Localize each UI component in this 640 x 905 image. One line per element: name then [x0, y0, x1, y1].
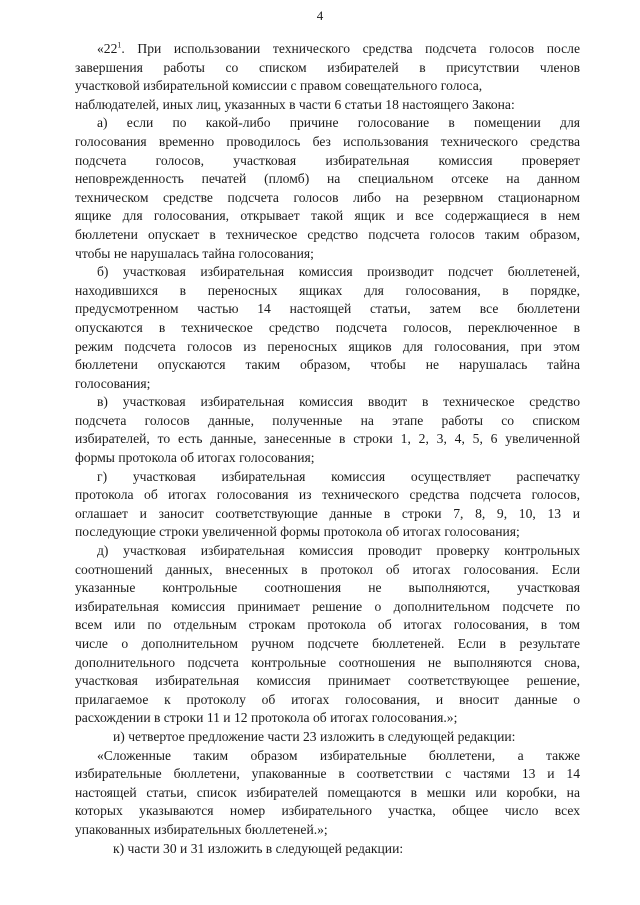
- line-text: упакованных избирательных бюллетеней.»;: [75, 821, 328, 837]
- line-text: настоящей статьи, список избирателей помещаются в мешки или коробки, на: [75, 784, 580, 800]
- text-line: [75, 542, 580, 561]
- text-line: [75, 282, 580, 301]
- text-line: [75, 226, 580, 245]
- line-text: и) четвертое предложение части 23 изложить в следующей редакции:: [113, 728, 516, 744]
- line-text: «Сложенные таким образом избирательные бюллетени, а также: [97, 747, 580, 763]
- text-line: [75, 170, 580, 189]
- text-line: [75, 412, 580, 431]
- line-text-rest: . При использовании технического средства подсчета голосов после: [121, 41, 580, 56]
- line-text: бюллетени опускаются таким образом, чтобы не нарушалась тайна: [75, 357, 580, 373]
- text-line: [75, 709, 580, 728]
- text-line: [75, 468, 580, 487]
- line-text: соотношений данных, внесенных в протокол об итогах голосования. Если: [75, 561, 580, 577]
- text-line: [75, 263, 580, 282]
- text-line: [75, 152, 580, 171]
- text-line: [75, 523, 580, 542]
- line-text: находившихся в переносных ящиках для голосования, в порядке,: [75, 282, 580, 298]
- line-text: б) участковая избирательная комиссия производит подсчет бюллетеней,: [97, 264, 580, 280]
- text-line: [75, 486, 580, 505]
- line-text: голосования;: [75, 375, 151, 391]
- document-body: [75, 40, 580, 858]
- line-text: в) участковая избирательная комиссия вводит в техническое средство: [97, 394, 580, 410]
- text-line: [75, 133, 580, 152]
- line-text: прилагаемое к протоколу об итогах голосования, и вносит данные о: [75, 691, 580, 707]
- line-text: подсчета голосов данные, полученные на этапе работы со списком: [75, 412, 580, 428]
- text-line: [75, 430, 580, 449]
- text-line: [75, 338, 580, 357]
- text-line: [75, 765, 580, 784]
- text-line: [75, 784, 580, 803]
- line-text: наблюдателей, иных лиц, указанных в части 6 статьи 18 настоящего Закона:: [75, 96, 515, 112]
- text-line: [75, 505, 580, 524]
- line-text: числе о дополнительном ручном подсчете бюллетеней. Если в результате: [75, 636, 580, 651]
- line-text: участковая избирательная комиссия принимает соответствующее решение,: [75, 673, 580, 689]
- line-text: избирательные бюллетени, упакованные в соответствии с частями 13 и 14: [75, 766, 580, 782]
- line-text: неповрежденность печатей (пломб) на специальном отсеке на данном: [75, 171, 580, 187]
- text-line: [75, 672, 580, 691]
- line-text: избирателей, то есть данные, занесенные в строки 1, 2, 3, 4, 5, 6 увеличенной: [75, 431, 580, 447]
- line-text: г) участковая избирательная комиссия осуществляет распечатку: [97, 468, 580, 484]
- line-text: опускаются в техническое средство подсчета голосов, переключенное в: [75, 319, 580, 335]
- text-line: [75, 114, 580, 133]
- text-line: [75, 96, 580, 115]
- line-text: оглашает и заносит соответствующие данные в строки 7, 8, 9, 10, 13 и: [75, 505, 580, 521]
- text-line: [75, 635, 580, 654]
- line-text: расхождении в строки 11 и 12 протокола об итогах голосования.»;: [75, 710, 458, 726]
- line-text: указанные контрольные соотношения не выполняются, участковая: [75, 580, 580, 596]
- line-text: протокола об итогах голосования из технического средства подсчета голосов,: [75, 487, 580, 503]
- text-line: [75, 40, 580, 59]
- line-text: техническом средстве подсчета голосов либо на резервном стационарном: [75, 189, 580, 205]
- text-line: [75, 189, 580, 208]
- line-text: д) участковая избирательная комиссия проводит проверку контрольных: [97, 543, 580, 559]
- line-text: а) если по какой-либо причине голосование в помещении для: [97, 115, 580, 131]
- line-text: бюллетени опускает в техническое средство подсчета голосов таким образом,: [75, 226, 580, 242]
- superscript: 1: [117, 40, 122, 50]
- text-line: [75, 300, 580, 319]
- text-line: [75, 319, 580, 338]
- text-line: [75, 245, 580, 264]
- line-text: участковой избирательной комиссии с правом совещательного голоса,: [75, 78, 483, 94]
- text-line: [75, 579, 580, 598]
- line-text: подсчета голосов, участковая избирательная комиссия проверяет: [75, 152, 580, 168]
- line-text: ящике для голосования, открывает такой ящик и все содержащиеся в нем: [75, 208, 580, 224]
- line-text: всем или по отдельным строкам протокола об итогах голосования, в том: [75, 617, 580, 633]
- line-text: «22: [97, 41, 118, 56]
- page-number: 4: [316, 8, 324, 23]
- line-text: формы протокола об итогах голосования;: [75, 450, 315, 466]
- text-line: [75, 691, 580, 710]
- line-text: чтобы не нарушалась тайна голосования;: [75, 245, 314, 261]
- text-line: [75, 59, 580, 78]
- line-text: завершения работы со списком избирателей в присутствии членов: [75, 59, 580, 75]
- text-line: [75, 449, 580, 468]
- text-line: [75, 356, 580, 375]
- line-text: предусмотренном частью 14 настоящей статьи, затем все бюллетени: [75, 301, 580, 317]
- line-text: дополнительного подсчета контрольные соотношения не выполняются снова,: [75, 654, 580, 670]
- text-line: [75, 598, 580, 617]
- text-line: [75, 802, 580, 821]
- text-line: [75, 393, 580, 412]
- text-line: [75, 654, 580, 673]
- text-line: [75, 77, 580, 96]
- text-line: [75, 728, 580, 747]
- text-line: [75, 747, 580, 766]
- text-line: [75, 821, 580, 840]
- line-text: голосования временно проводилось без использования технического средства: [75, 133, 580, 149]
- line-text: избирательная комиссия принимает решение о дополнительном подсчете по: [75, 598, 580, 614]
- text-line: [75, 207, 580, 226]
- line-text: которых указываются номер избирательного участка, общее число всех: [75, 803, 580, 819]
- text-line: [75, 375, 580, 394]
- line-text: режим подсчета голосов из переносных ящиков для голосования, при этом: [75, 338, 580, 354]
- line-text: последующие строки увеличенной формы протокола об итогах голосования;: [75, 524, 520, 540]
- line-text: к) части 30 и 31 изложить в следующей редакции:: [113, 840, 404, 856]
- text-line: [75, 561, 580, 580]
- text-line: [75, 616, 580, 635]
- text-line: [75, 840, 580, 859]
